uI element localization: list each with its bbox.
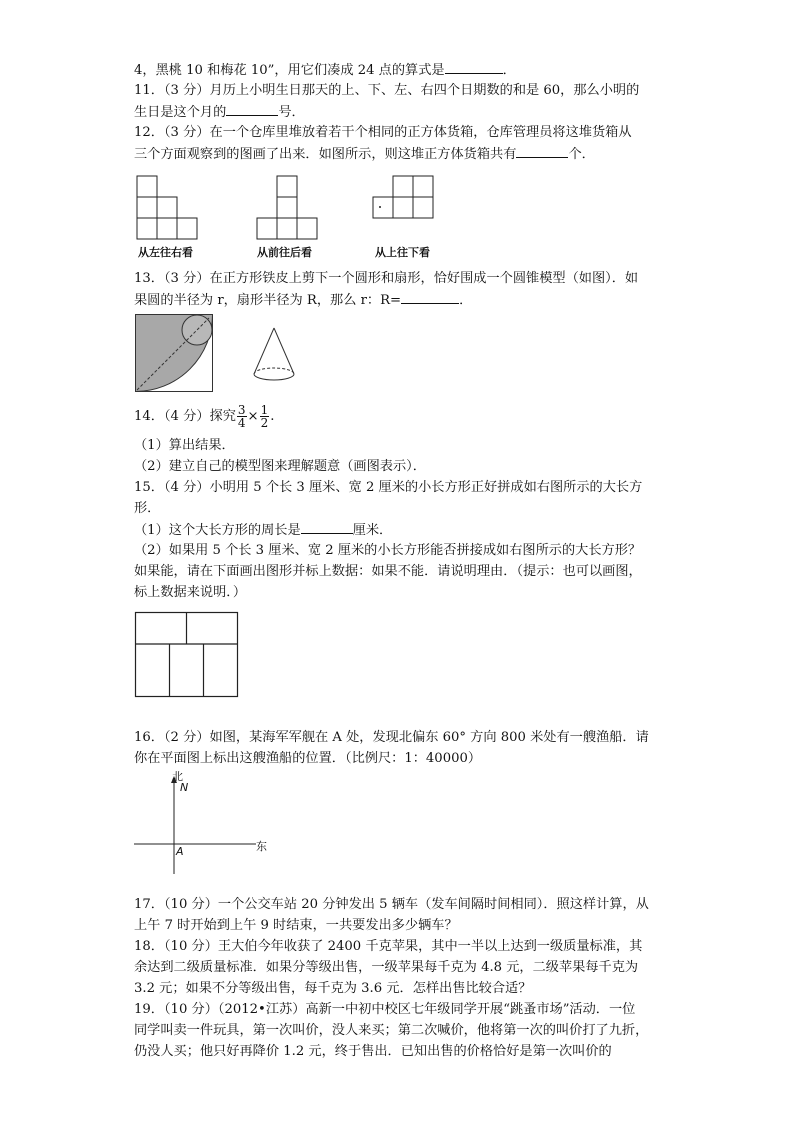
q16-text-a: 16．（2 分）如图，某海军军舰在 A 处，发现北偏东 60° 方向 800 米处有一艘渔船．请 — [134, 730, 649, 745]
q15-part-2 — [134, 542, 641, 560]
fraction-three-quarters: $\frac{3}{4}$ — [237, 403, 246, 430]
times-sign: × — [247, 409, 259, 424]
q10-text: 4，黑桃 10 和梅花 10”，用它们凑成 24 点的算式是 — [134, 63, 445, 78]
q19-text-a: 19．（10 分）（2012•江苏）高新一中初中校区七年级同学开展“跳蚤市场”活动．一位 — [134, 1002, 636, 1017]
q12-end: 个． — [568, 147, 595, 162]
q19-line-1 — [134, 1001, 635, 1019]
q12-line-1 — [134, 124, 632, 142]
q15-line-3 — [134, 563, 642, 581]
north-letter-label: N — [180, 781, 189, 794]
q14-part-1 — [134, 437, 235, 455]
q13-line-1 — [134, 270, 638, 288]
q11-answer-blank[interactable] — [226, 103, 278, 116]
q13-text-b: 果圆的半径为 r，扇形半径为 R，那么 r：R= — [134, 293, 402, 308]
q15-text-c: 如果能，请在下面画出图形并标上数据：如果不能．请说明理由．（提示：也可以画图， — [134, 564, 642, 579]
q13-square-figure — [135, 314, 213, 392]
q15-rectangle-figure — [135, 612, 239, 698]
q19-text-b: 同学叫卖一件玩具，第一次叫价，没人来买；第二次喊价，他将第一次的叫价打了九折， — [134, 1023, 649, 1038]
q15-part-2-text: （2）如果用 5 个长 3 厘米、宽 2 厘米的小长方形能否拼接成如右图所示的大长方形？ — [134, 543, 642, 558]
q14-part-1-text: （1）算出结果． — [134, 438, 235, 453]
q18-line-3 — [134, 980, 531, 998]
q12-line-2 — [134, 145, 595, 164]
q16-compass-figure — [134, 770, 274, 880]
fraction-one-half: $\frac{1}{2}$ — [260, 403, 269, 430]
cone-figure — [252, 326, 296, 386]
q15-text-b: 形． — [134, 501, 161, 516]
q15-part-1 — [134, 521, 392, 540]
q19-line-2 — [134, 1022, 648, 1040]
q11-line-2 — [134, 103, 305, 122]
q17-line-1 — [134, 896, 649, 914]
q10-answer-blank[interactable] — [445, 61, 503, 74]
q14-part-2-text: （2）建立自己的模型图来理解题意（画图表示）． — [134, 459, 426, 474]
q10-end: ． — [502, 63, 516, 78]
q18-text-c: 3.2 元；如果不分等级出售，每千克为 3.6 元．怎样出售比较合适？ — [134, 981, 532, 996]
east-label: 东 — [256, 840, 267, 853]
q17-text-a: 17．（10 分）一个公交车站 20 分钟发出 5 辆车（发车间隔时间相同）．照这样计算，从 — [134, 897, 649, 912]
q15-text-d: 标上数据来说明．） — [134, 585, 247, 600]
q11-line-1 — [134, 82, 639, 100]
q18-line-2 — [134, 959, 638, 977]
q15-answer-blank[interactable] — [301, 521, 353, 534]
point-a-label: A — [176, 845, 184, 858]
q11-text-b: 生日是这个月的 — [134, 105, 227, 120]
q13-text-a: 13．（3 分）在正方形铁皮上剪下一个圆形和扇形，恰好围成一个圆锥模型（如图）．如 — [134, 271, 639, 286]
q15-line-2 — [134, 500, 160, 518]
q17-text-b: 上午 7 时开始到上午 9 时结束，一共要发出多少辆车？ — [134, 918, 458, 933]
q16-line-2 — [134, 750, 481, 768]
q14-end: . — [270, 409, 275, 424]
q16-text-b: 你在平面图上标出这艘渔船的位置．（比例尺：1：40000） — [134, 751, 482, 766]
q12-text-a: 12．（3 分）在一个仓库里堆放着若干个相同的正方体货箱，仓库管理员将这堆货箱从 — [134, 125, 632, 140]
q15-part-1-end: 厘米． — [352, 523, 393, 538]
q13-end: ． — [459, 293, 473, 308]
q12-top-view-figure — [373, 176, 437, 222]
q13-line-2 — [134, 291, 472, 310]
q12-answer-blank[interactable] — [516, 145, 568, 158]
top-view-caption: 从上往下看 — [375, 246, 430, 259]
left-view-caption: 从左往右看 — [138, 246, 193, 259]
q18-text-b: 余达到二级质量标准．如果分等级出售，一级苹果每千克为 4.8 元，二级苹果每千克为 — [134, 960, 639, 975]
q15-part-1-text: （1）这个大长方形的周长是 — [134, 523, 301, 538]
q19-text-c: 仍没人买；他只好再降价 1.2 元，终于售出．已知出售的价格恰好是第一次叫价的 — [134, 1044, 612, 1059]
q19-line-3 — [134, 1043, 612, 1061]
front-view-caption: 从前往后看 — [257, 246, 312, 259]
q15-line-1 — [134, 479, 642, 497]
q15-line-4 — [134, 584, 246, 602]
q11-text-a: 11．（3 分）月历上小明生日那天的上、下、左、右四个日期数的和是 60，那么小明的 — [134, 83, 640, 98]
q13-answer-blank[interactable] — [401, 291, 459, 304]
q14-line-1 — [134, 402, 274, 432]
q11-end: 号． — [278, 105, 305, 120]
q18-line-1 — [134, 938, 642, 956]
q10-tail-line — [134, 61, 516, 80]
q12-front-view-figure — [257, 176, 321, 240]
q18-text-a: 18．（10 分）王大伯今年收获了 2400 千克苹果，其中一半以上达到一级质量标准，其 — [134, 939, 643, 954]
q14-text: 14．（4 分）探究 — [134, 409, 236, 424]
north-label: 北 — [172, 770, 183, 783]
q15-text-a: 15．（4 分）小明用 5 个长 3 厘米、宽 2 厘米的小长方形正好拼成如右图所示的大长方 — [134, 480, 643, 495]
q14-part-2 — [134, 458, 426, 476]
q16-line-1 — [134, 729, 649, 747]
q17-line-2 — [134, 917, 458, 935]
q12-text-b: 三个方面观察到的图画了出来．如图所示，则这堆正方体货箱共有 — [134, 147, 517, 162]
q12-left-view-figure — [137, 176, 207, 240]
